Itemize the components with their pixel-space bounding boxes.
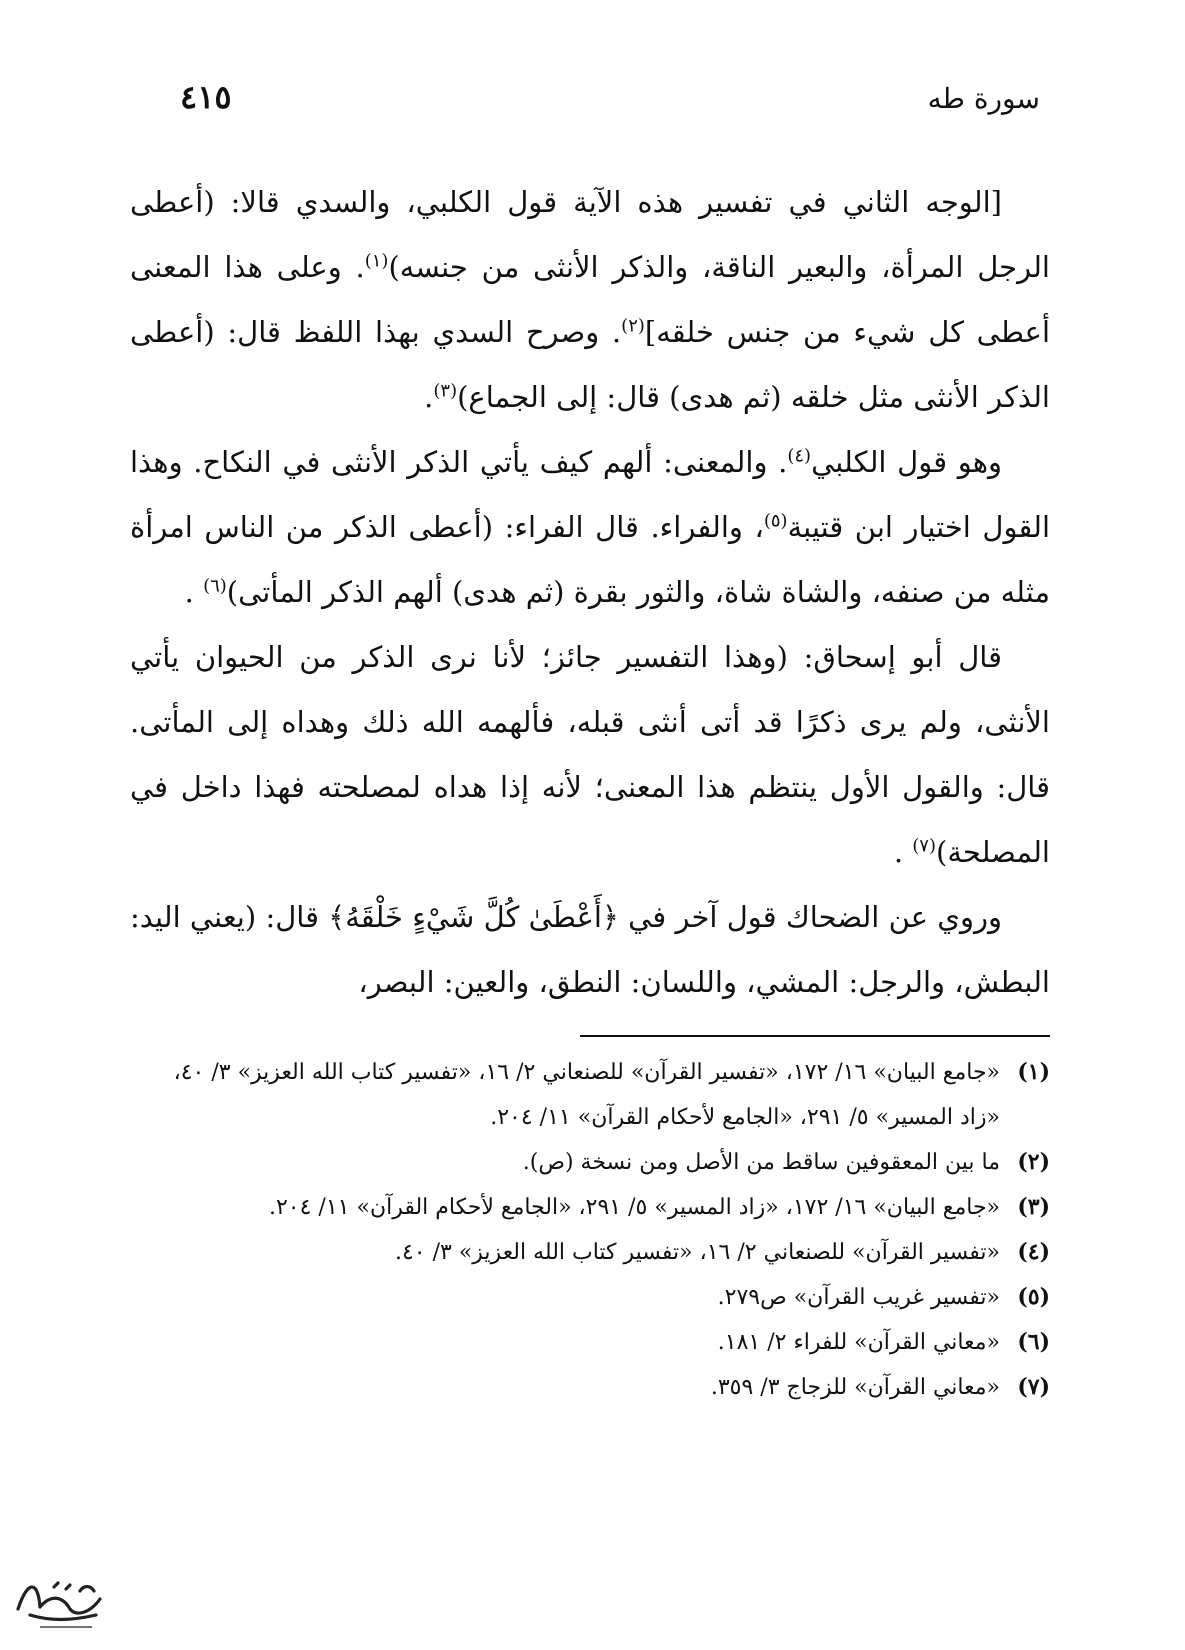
footnote-2: (٢) ما بين المعقوفين ساقط من الأصل ومن نسخة (ص). (522, 1149, 1050, 1175)
footnote-ref-1[interactable]: (١) (364, 250, 389, 272)
paragraph-4: وروي عن الضحاك قول آخر في ﴿أَعْطَىٰ كُلَّ شَيْءٍ خَلْقَهُ﴾ قال: (يعني اليد: البطش، والرجل: المشي، واللسان: النطق، والعين: البصر، (130, 900, 1050, 999)
main-text (130, 170, 1050, 1015)
footnote-ref-2[interactable]: (٢) (621, 315, 645, 337)
footnote-divider (580, 1035, 1050, 1037)
page-number: ٤١٥ (180, 78, 232, 116)
footnote-6: (٦) «معاني القرآن» للفراء ٢/ ١٨١. (717, 1329, 1050, 1355)
footnote-ref-5[interactable]: (٥) (763, 510, 788, 532)
paragraph-2: وهو قول الكلبي$^{(٤)}$. والمعنى: ألهم كيف يأتي الذكر الأنثى في النكاح. وهذا القول اختيار ابن قتيبة$^{(٥)}$، والفراء. قال الفراء: (أعطى الذكر من الناس امرأة مثله من صنفه، والشاة شاة، والثور بقرة (ثم هدى) ألهم الذكر المأتى)$^{(٦)}$ . (130, 445, 1051, 609)
footnote-ref-7[interactable]: (٧) (912, 835, 936, 857)
paragraph-1: [الوجه الثاني في تفسير هذه الآية قول الكلبي، والسدي قالا: (أعطى الرجل المرأة، والبعير الناقة، والذكر الأنثى من جنسه)$^{(١)}$. وعلى هذا المعنى أعطى كل شيء من جنس خلقه]$^{(٢)}$. وصرح السدي بهذا اللفظ قال: (أعطى الذكر الأنثى مثل خلقه (ثم هدى) قال: إلى الجماع)$^{(٣)}$. (130, 185, 1050, 414)
watermark-graphic (10, 1565, 110, 1635)
paragraph-3: قال أبو إسحاق: (وهذا التفسير جائز؛ لأنا نرى الذكر من الحيوان يأتي الأنثى، ولم يرى ذكرًا قد أتى أنثى قبله، فألهمه الله ذلك وهداه إلى المأتى. قال: والقول الأول ينتظم هذا المعنى؛ لأنه إذا هداه لمصلحته فهذا داخل في المصلحة)$^{(٧)}$ . (130, 640, 1050, 869)
surah-title: سورة طه (927, 82, 1040, 115)
footnote-ref-4[interactable]: (٤) (787, 445, 812, 467)
footnote-4: (٤) «تفسير القرآن» للصنعاني ٢/ ١٦، «تفسير كتاب الله العزيز» ٣/ ٤٠. (394, 1239, 1050, 1265)
footnote-5: (٥) «تفسير غريب القرآن» ص٢٧٩. (717, 1284, 1050, 1310)
quran-verse: ﴿أَعْطَىٰ كُلَّ شَيْءٍ خَلْقَهُ﴾ (328, 900, 619, 934)
footnote-7: (٧) «معاني القرآن» للزجاج ٣/ ٣٥٩. (710, 1374, 1050, 1400)
footnote-1: (١) «جامع البيان» ١٦/ ١٧٢، «تفسير القرآن» للصنعاني ٢/ ١٦، «تفسير كتاب الله العزيز» ٣/ ٤٠، «زاد المسير» ٥/ ٢٩١، «الجامع لأحكام القرآن» ١١/ ٢٠٤. (173, 1059, 1050, 1130)
calligraphy-logo-icon (10, 1565, 110, 1635)
footnotes (150, 1050, 1050, 1410)
footnote-ref-3[interactable]: (٣) (433, 380, 458, 402)
page-header (130, 78, 1040, 132)
footnote-3: (٣) «جامع البيان» ١٦/ ١٧٢، «زاد المسير» ٥/ ٢٩١، «الجامع لأحكام القرآن» ١١/ ٢٠٤. (268, 1194, 1050, 1220)
footnote-ref-6[interactable]: (٦) (203, 575, 227, 597)
